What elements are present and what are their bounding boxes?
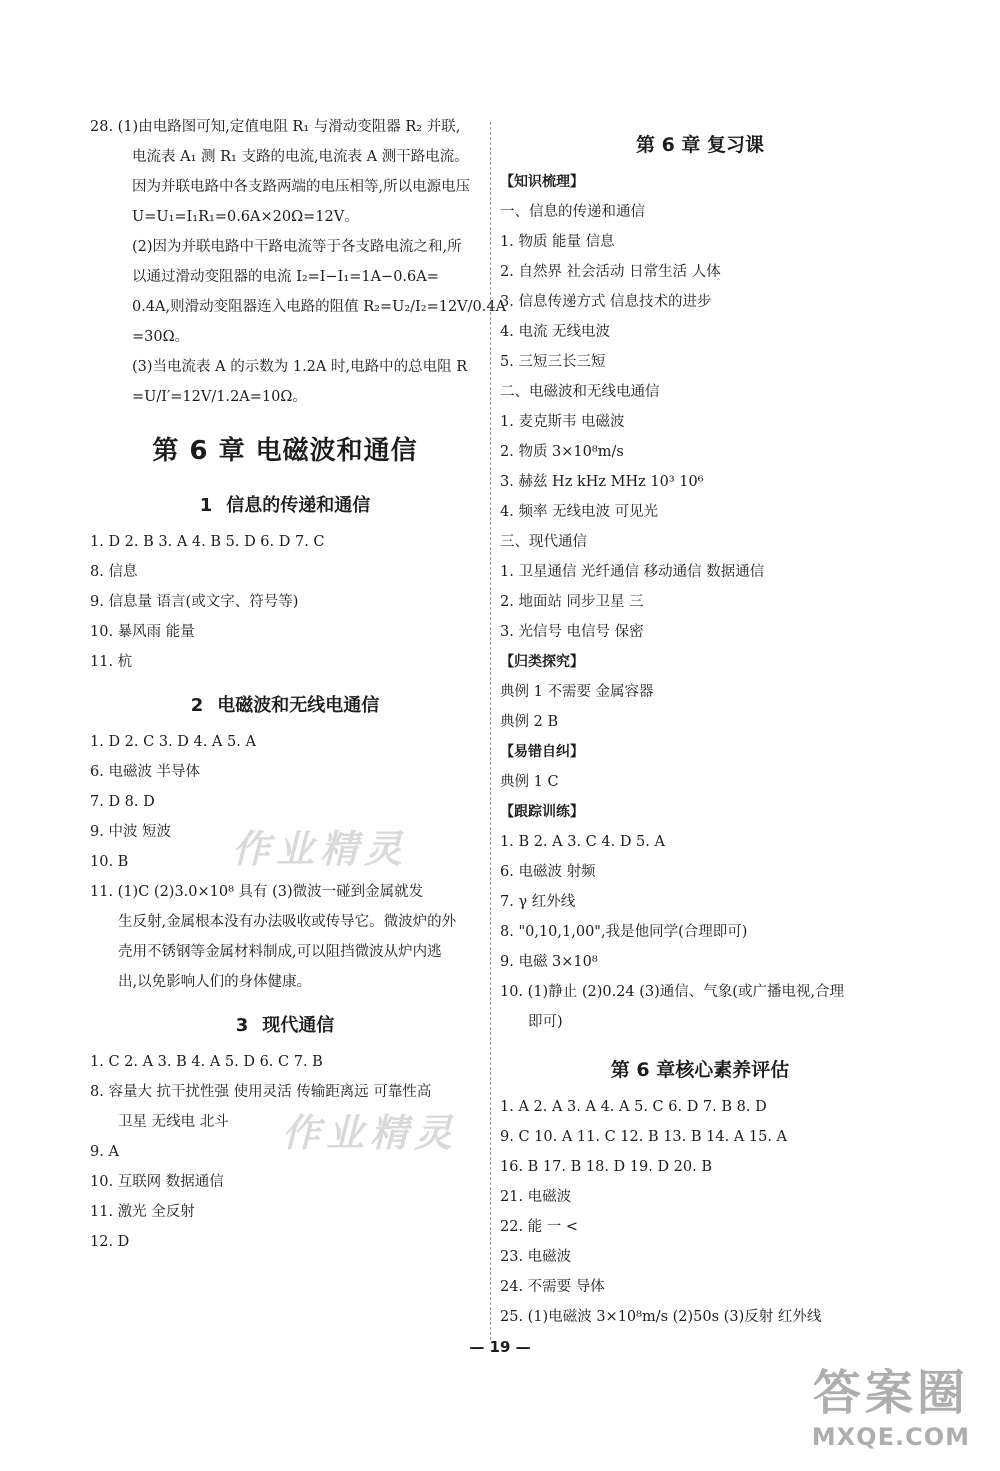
q28-line-9: (3)当电流表 A 的示数为 1.2A 时,电路中的总电阻 R (132, 359, 468, 375)
sec2-line: 1. D 2. C 3. D 4. A 5. A (90, 734, 256, 750)
sec2-q11-line: 生反射,金属根本没有办法吸收或传导它。微波炉的外 (118, 914, 457, 930)
review-line: 典例 1 C (500, 774, 559, 790)
sec2-line: 6. 电磁波 半导体 (90, 764, 201, 780)
page-number: — 19 — (469, 1338, 531, 1356)
review-line: 4. 电流 无线电波 (500, 324, 611, 340)
q28-line-5: (2)因为并联电路中干路电流等于各支路电流之和,所 (132, 239, 462, 255)
q28-line-8: =30Ω。 (132, 329, 190, 345)
sec2-q11-line: 壳用不锈钢等金属材料制成,可以阻挡微波从炉内逃 (118, 944, 442, 960)
evaluation-title: 第 6 章核心素养评估 (610, 1059, 790, 1081)
sec2-line: 9. 中波 短波 (90, 824, 172, 840)
review-title: 第 6 章 复习课 (635, 134, 765, 156)
sec2-q11-line: 出,以免影响人们的身体健康。 (118, 974, 312, 990)
review-line: 10. (1)静止 (2)0.24 (3)通信、气象(或广播电视,合理 (500, 984, 845, 1000)
eval-line: 22. 能 一 < (500, 1219, 579, 1235)
section-2-title (90, 691, 480, 717)
sec2-q11-line: 11. (1)C (2)3.0×10⁸ 具有 (3)微波一碰到金属就发 (90, 884, 424, 900)
review-line: 3. 赫兹 Hz kHz MHz 10³ 10⁶ (500, 474, 704, 490)
review-line: 1. B 2. A 3. C 4. D 5. A (500, 834, 665, 850)
corner-logo (812, 1354, 970, 1451)
left-column (90, 112, 507, 1257)
q28-line-7: 0.4A,则滑动变阻器连入电路的阻值 R₂=U₂/I₂=12V/0.4A (132, 299, 507, 315)
section-2-name: 电磁波和无线电通信 (217, 695, 380, 716)
eval-line: 9. C 10. A 11. C 12. B 13. B 14. A 15. A (500, 1129, 788, 1145)
review-line: 【易错自纠】 (500, 744, 584, 760)
sec3-line: 卫星 无线电 北斗 (118, 1114, 229, 1130)
review-line: 5. 三短三长三短 (500, 354, 606, 370)
eval-line: 1. A 2. A 3. A 4. A 5. C 6. D 7. B 8. D (500, 1099, 767, 1115)
section-1-number: 1 (199, 495, 213, 516)
review-line: 【跟踪训练】 (500, 804, 584, 820)
eval-line: 23. 电磁波 (500, 1249, 572, 1265)
watermark-text: 作业精灵 (232, 827, 409, 871)
sec1-line: 11. 杭 (90, 654, 133, 670)
review-line: 3. 信息传递方式 信息技术的进步 (500, 294, 712, 310)
sec2-line: 10. B (90, 854, 129, 870)
eval-line: 21. 电磁波 (500, 1189, 572, 1205)
sec3-line: 11. 激光 全反射 (90, 1204, 195, 1220)
sec1-line: 10. 暴风雨 能量 (90, 624, 195, 640)
sec3-line: 1. C 2. A 3. B 4. A 5. D 6. C 7. B (90, 1054, 323, 1070)
review-line: 1. 卫星通信 光纤通信 移动通信 数据通信 (500, 564, 765, 580)
corner-logo-bottom: MXQE.COM (811, 1423, 970, 1451)
section-1-name: 信息的传递和通信 (226, 495, 371, 516)
section-2-number: 2 (190, 695, 204, 716)
review-line: 3. 光信号 电信号 保密 (500, 624, 644, 640)
review-line: 2. 地面站 同步卫星 三 (500, 594, 644, 610)
sec3-line: 9. A (90, 1144, 119, 1160)
review-line: 4. 频率 无线电波 可见光 (500, 504, 659, 520)
review-line: 2. 物质 3×10⁸m/s (500, 444, 624, 460)
review-line: 【归类探究】 (500, 654, 584, 670)
review-line: 【知识梳理】 (500, 174, 584, 190)
q28-line-6: 以通过滑动变阻器的电流 I₂=I−I₁=1A−0.6A= (132, 269, 439, 285)
watermark-text: 作业精灵 (282, 1111, 459, 1155)
section-3-number: 3 (235, 1015, 249, 1036)
section-3-name: 现代通信 (262, 1015, 335, 1036)
eval-line: 16. B 17. B 18. D 19. D 20. B (500, 1159, 712, 1175)
q28-line-3: 因为并联电路中各支路两端的电压相等,所以电源电压 (132, 179, 471, 195)
sec3-line: 12. D (90, 1234, 130, 1250)
sec1-line: 9. 信息量 语言(或文字、符号等) (90, 594, 299, 610)
chapter-title: 第 6 章 电磁波和通信 (152, 436, 418, 466)
corner-logo-top: 答案圈 (812, 1365, 969, 1421)
review-line: 7. γ 红外线 (500, 894, 576, 910)
review-line: 典例 2 B (500, 714, 559, 730)
section-3-title (90, 1011, 480, 1037)
q28-line-4: U=U₁=I₁R₁=0.6A×20Ω=12V。 (132, 209, 359, 225)
q28-line-1: 28. (1)由电路图可知,定值电阻 R₁ 与滑动变阻器 R₂ 并联, (90, 119, 461, 135)
sec1-line: 1. D 2. B 3. A 4. B 5. D 6. D 7. C (90, 534, 325, 550)
review-line: 2. 自然界 社会活动 日常生活 人体 (500, 264, 721, 280)
review-line: 二、电磁波和无线电通信 (500, 384, 660, 400)
q28-line-2: 电流表 A₁ 测 R₁ 支路的电流,电流表 A 测干路电流。 (132, 149, 469, 165)
review-line: 1. 麦克斯韦 电磁波 (500, 414, 625, 430)
sec1-line: 8. 信息 (90, 564, 138, 580)
eval-line: 24. 不需要 导体 (500, 1279, 605, 1295)
eval-line: 25. (1)电磁波 3×10⁸m/s (2)50s (3)反射 红外线 (500, 1309, 822, 1325)
review-line: 9. 电磁 3×10⁸ (500, 954, 598, 970)
sec2-line: 7. D 8. D (90, 794, 155, 810)
sec3-line: 10. 互联网 数据通信 (90, 1174, 224, 1190)
review-line: 一、信息的传递和通信 (500, 204, 645, 220)
review-line: 三、现代通信 (500, 534, 587, 550)
review-line: 6. 电磁波 射频 (500, 864, 596, 880)
review-line: 典例 1 不需要 金属容器 (500, 684, 654, 700)
right-column (500, 130, 900, 1332)
review-line: 8. "0,10,1,00",我是他同学(合理即可) (500, 924, 748, 940)
sec3-line: 8. 容量大 抗干扰性强 使用灵活 传输距离远 可靠性高 (90, 1084, 432, 1100)
q28-line-10: =U/I′=12V/1.2A=10Ω。 (132, 389, 307, 405)
review-line: 1. 物质 能量 信息 (500, 234, 615, 250)
section-1-title (90, 491, 480, 517)
review-line: 即可) (528, 1014, 563, 1030)
